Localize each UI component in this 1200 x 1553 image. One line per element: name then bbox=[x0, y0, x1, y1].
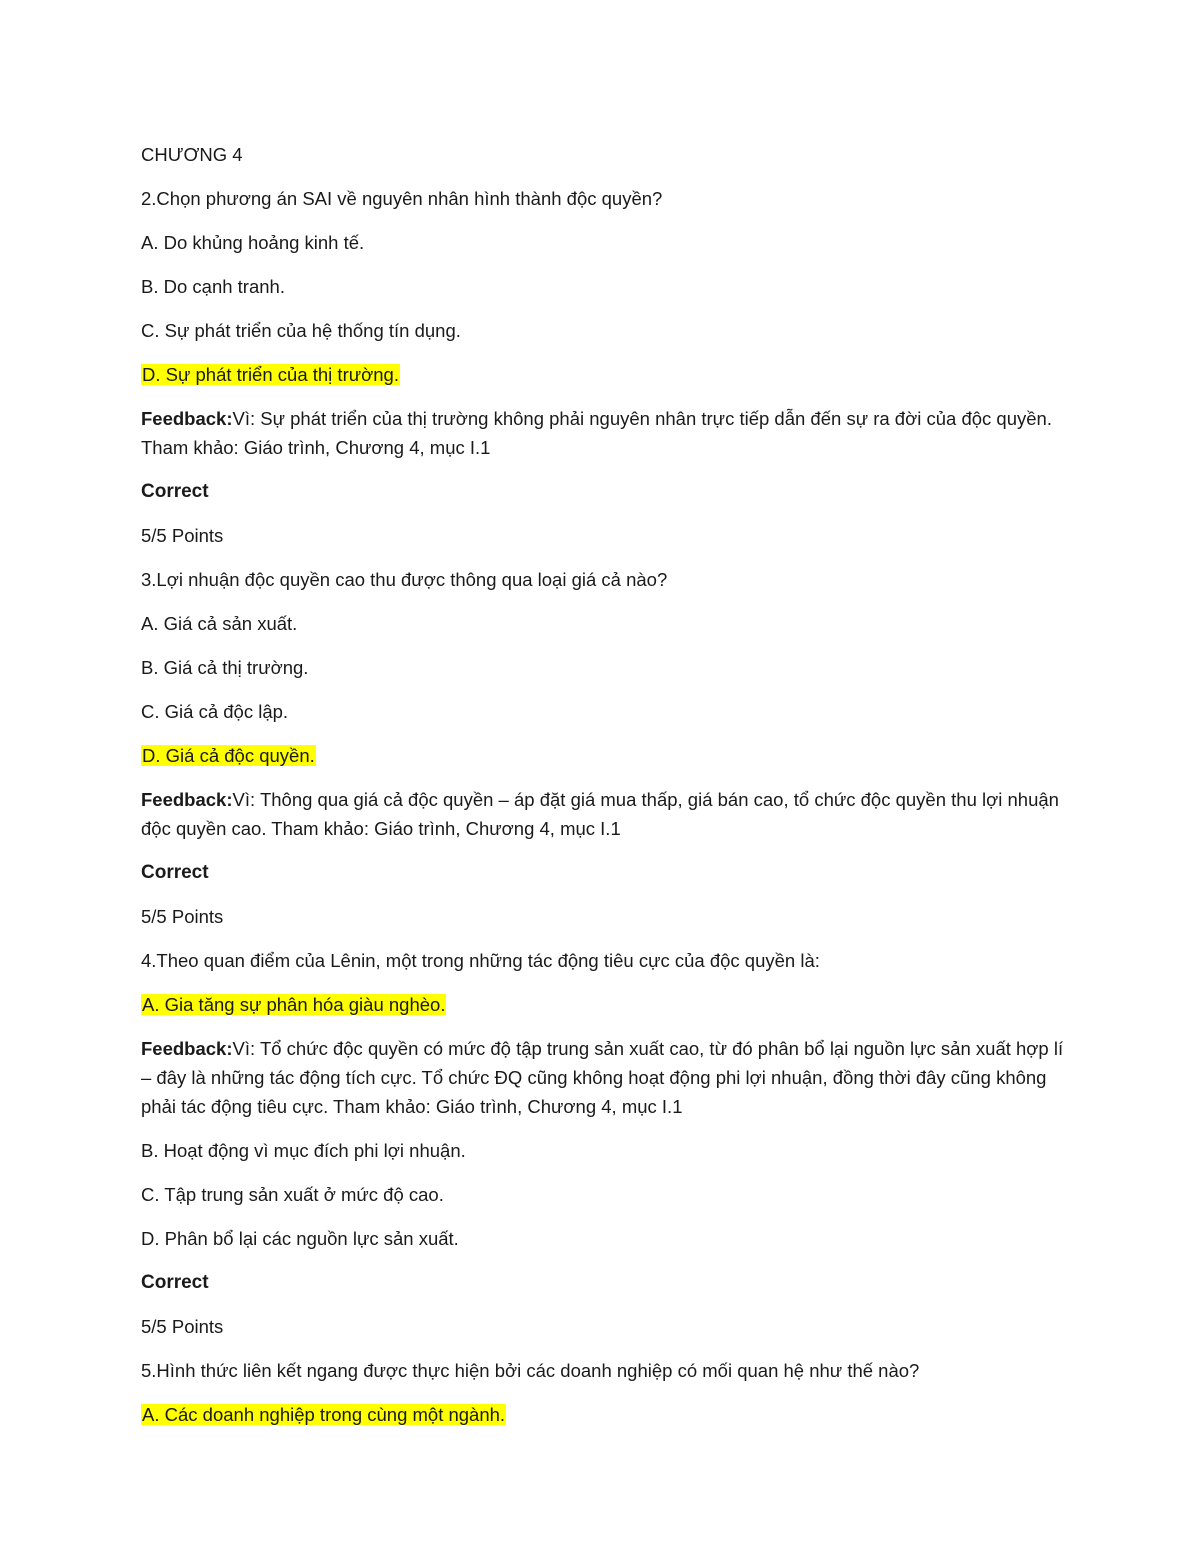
points-label: 5/5 Points bbox=[141, 1316, 224, 1337]
question-prompt: 3.Lợi nhuận độc quyền cao thu được thông qua loại giá cả nào? bbox=[141, 569, 668, 590]
option-b: B. Hoạt động vì mục đích phi lợi nhuận. bbox=[141, 1140, 466, 1161]
answer-highlight: A. Gia tăng sự phân hóa giàu nghèo. bbox=[142, 994, 446, 1015]
option-a: A. Do khủng hoảng kinh tế. bbox=[141, 232, 365, 253]
answer-highlight: A. Các doanh nghiệp trong cùng một ngành. bbox=[142, 1404, 506, 1425]
points-label: 5/5 Points bbox=[141, 525, 224, 546]
option-b: B. Do cạnh tranh. bbox=[141, 276, 285, 297]
option-a-correct-answer bbox=[141, 990, 1071, 1019]
feedback bbox=[141, 785, 1071, 843]
feedback-label: Feedback: bbox=[141, 408, 233, 429]
feedback-label: Feedback: bbox=[141, 789, 233, 810]
feedback-text: Vì: Tổ chức độc quyền có mức độ tập trung sản xuất cao, từ đó phân bổ lại nguồn lực sản xuất hợp lí – đây là những tác động tích cực. Tổ chức ĐQ cũng không hoạt động phi lợi nhuận, đồng thời đây cũng không phải tác động tiêu cực. Tham khảo: Giáo trình, Chương 4, mục I.1 bbox=[141, 1038, 1064, 1117]
option-a-correct-answer bbox=[141, 1400, 1071, 1429]
option-b: B. Giá cả thị trường. bbox=[141, 657, 309, 678]
option-d: D. Phân bổ lại các nguồn lực sản xuất. bbox=[141, 1228, 459, 1249]
option-c: C. Giá cả độc lập. bbox=[141, 701, 289, 722]
question-prompt: 2.Chọn phương án SAI về nguyên nhân hình thành độc quyền? bbox=[141, 188, 663, 209]
answer-highlight: D. Giá cả độc quyền. bbox=[142, 745, 315, 766]
question-prompt: 5.Hình thức liên kết ngang được thực hiện bởi các doanh nghiệp có mối quan hệ như thế nào? bbox=[141, 1360, 920, 1381]
result-label: Correct bbox=[141, 481, 209, 502]
document-page bbox=[141, 140, 1071, 1444]
answer-highlight: D. Sự phát triển của thị trường. bbox=[142, 364, 399, 385]
feedback-text: Vì: Sự phát triển của thị trường không phải nguyên nhân trực tiếp dẫn đến sự ra đời của độc quyền. Tham khảo: Giáo trình, Chương 4, mục I.1 bbox=[141, 408, 1052, 458]
option-a: A. Giá cả sản xuất. bbox=[141, 613, 298, 634]
chapter-heading: CHƯƠNG 4 bbox=[141, 144, 243, 165]
result-label: Correct bbox=[141, 1272, 209, 1293]
option-c: C. Tập trung sản xuất ở mức độ cao. bbox=[141, 1184, 444, 1205]
feedback-text: Vì: Thông qua giá cả độc quyền – áp đặt giá mua thấp, giá bán cao, tổ chức độc quyền thu lợi nhuận độc quyền cao. Tham khảo: Giáo trình, Chương 4, mục I.1 bbox=[141, 789, 1059, 839]
points-label: 5/5 Points bbox=[141, 906, 224, 927]
option-d-correct-answer bbox=[141, 360, 1071, 389]
question-prompt: 4.Theo quan điểm của Lênin, một trong những tác động tiêu cực của độc quyền là: bbox=[141, 950, 820, 971]
option-c: C. Sự phát triển của hệ thống tín dụng. bbox=[141, 320, 461, 341]
feedback-label: Feedback: bbox=[141, 1038, 233, 1059]
option-d-correct-answer bbox=[141, 741, 1071, 770]
feedback bbox=[141, 1034, 1071, 1121]
feedback bbox=[141, 404, 1071, 462]
result-label: Correct bbox=[141, 862, 209, 883]
